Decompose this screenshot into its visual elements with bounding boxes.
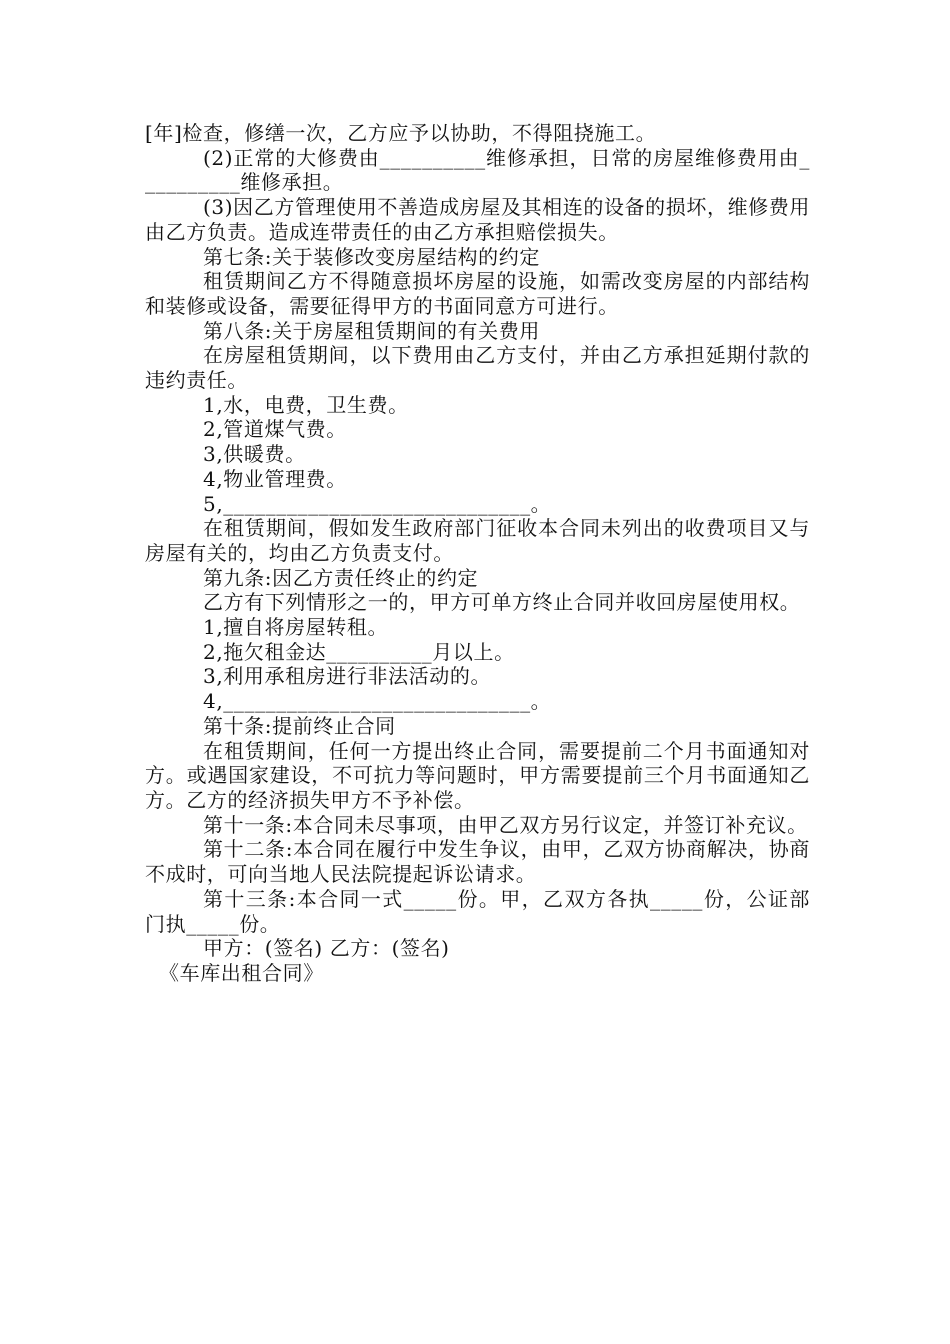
paragraph: 第十三条:本合同一式_____份。甲，乙双方各执_____份，公证部门执_____份。: [145, 886, 810, 936]
paragraph: 租赁期间乙方不得随意损坏房屋的设施，如需改变房屋的内部结构和装修或设备，需要征得甲方的书面同意方可进行。: [145, 269, 810, 318]
section-heading: 第八条:关于房屋租赁期间的有关费用: [203, 318, 540, 343]
section-heading: 第七条:关于装修改变房屋结构的约定: [203, 244, 540, 269]
list-item: 1,擅自将房屋转租。: [203, 615, 389, 640]
paragraph: 乙方有下列情形之一的，甲方可单方终止合同并收回房屋使用权。: [203, 590, 801, 615]
section-heading: 第九条:因乙方责任终止的约定: [203, 565, 479, 590]
section-heading: 第十条:提前终止合同: [203, 713, 396, 738]
list-item: 2,拖欠租金达__________月以上。: [203, 639, 515, 664]
list-item: 1,水，电费，卫生费。: [203, 392, 409, 417]
list-item: 3,供暖费。: [203, 442, 306, 467]
signature-line: 甲方：(签名) 乙方：(签名): [203, 936, 450, 961]
paragraph: 在租赁期间，假如发生政府部门征收本合同未列出的收费项目又与房屋有关的，均由乙方负责支付。: [145, 516, 810, 565]
list-item: 5,_____________________________。: [203, 491, 552, 516]
list-item: 2,管道煤气费。: [203, 417, 347, 442]
paragraph: [年]检查，修缮一次，乙方应予以协助，不得阻挠施工。: [145, 121, 657, 145]
list-item: 4,_____________________________。: [203, 689, 552, 714]
paragraph: (3)因乙方管理使用不善造成房屋及其相连的设备的损坏，维修费用由乙方负责。造成连带责任的由乙方承担赔偿损失。: [145, 195, 810, 244]
paragraph: 在房屋租赁期间，以下费用由乙方支付，并由乙方承担延期付款的违约责任。: [145, 343, 810, 393]
document-body: [145, 121, 810, 986]
paragraph: (2)正常的大修费由__________维修承担，日常的房屋维修费用由__________维修承担。: [145, 145, 810, 195]
document-title: 《车库出租合同》: [159, 960, 324, 985]
paragraph: 在租赁期间，任何一方提出终止合同，需要提前二个月书面通知对方。或遇国家建设，不可抗力等问题时，甲方需要提前三个月书面通知乙方。乙方的经济损失甲方不予补偿。: [145, 738, 810, 812]
paragraph: 第十一条:本合同未尽事项，由甲乙双方另行议定，并签订补充议。: [203, 812, 808, 837]
list-item: 4,物业管理费。: [203, 466, 347, 491]
paragraph: 第十二条:本合同在履行中发生争议，由甲，乙双方协商解决，协商不成时，可向当地人民法院提起诉讼请求。: [145, 837, 810, 887]
list-item: 3,利用承租房进行非法活动的。: [203, 664, 492, 689]
